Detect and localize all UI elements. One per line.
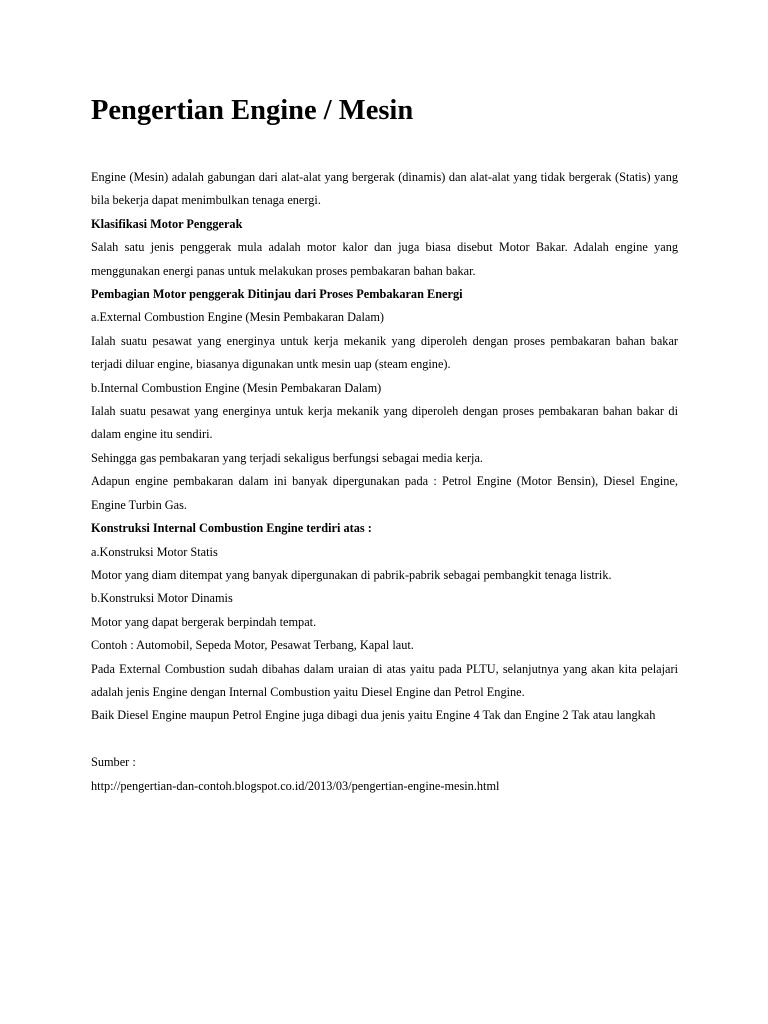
spacer	[91, 728, 678, 751]
paragraph-motor-statis: Motor yang diam ditempat yang banyak dipergunakan di pabrik-pabrik sebagai pembangkit tenaga listrik.	[91, 567, 612, 582]
heading-konstruksi: Konstruksi Internal Combustion Engine terdiri atas :	[91, 521, 372, 536]
paragraph-gas-pembakaran: Sehingga gas pembakaran yang terjadi sekaligus berfungsi sebagai media kerja.	[91, 450, 483, 465]
paragraph-internal-description: Ialah suatu pesawat yang energinya untuk kerja mekanik yang diperoleh dengan proses pembakaran bahan bakar di dalam engine itu sendiri.	[91, 404, 678, 442]
document-title: Pengertian Engine / Mesin	[91, 95, 414, 126]
heading-pembagian: Pembagian Motor penggerak Ditinjau dari Proses Pembakaran Energi	[91, 287, 463, 302]
paragraph-motor-kalor: Salah satu jenis penggerak mula adalah motor kalor dan juga biasa disebut Motor Bakar. Adalah engine yang menggunakan energi panas untuk melakukan proses pembakaran bahan bakar.	[91, 240, 678, 278]
source-url: http://pengertian-dan-contoh.blogspot.co.id/2013/03/pengertian-engine-mesin.html	[91, 778, 500, 793]
paragraph-engine-types: Adapun engine pembakaran dalam ini banyak dipergunakan pada : Petrol Engine (Motor Bensin), Diesel Engine, Engine Turbin Gas.	[91, 474, 678, 512]
paragraph-contoh: Contoh : Automobil, Sepeda Motor, Pesawat Terbang, Kapal laut.	[91, 638, 414, 653]
heading-klasifikasi: Klasifikasi Motor Penggerak	[91, 216, 243, 231]
source-label: Sumber :	[91, 755, 136, 770]
paragraph-pltu: Pada External Combustion sudah dibahas dalam uraian di atas yaitu pada PLTU, selanjutnya yang akan kita pelajari adalah jenis Engine dengan Internal Combustion yaitu Diesel Engine dan Petrol Engine.	[91, 661, 678, 699]
paragraph-motor-dinamis: Motor yang dapat bergerak berpindah tempat.	[91, 614, 317, 629]
item-internal-combustion: b.Internal Combustion Engine (Mesin Pembakaran Dalam)	[91, 380, 382, 395]
item-motor-statis: a.Konstruksi Motor Statis	[91, 544, 218, 559]
item-external-combustion: a.External Combustion Engine (Mesin Pembakaran Dalam)	[91, 310, 384, 325]
paragraph-engine-tak: Baik Diesel Engine maupun Petrol Engine juga dibagi dua jenis yaitu Engine 4 Tak dan Engine 2 Tak atau langkah	[91, 708, 656, 723]
paragraph-engine-definition: Engine (Mesin) adalah gabungan dari alat-alat yang bergerak (dinamis) dan alat-alat yang tidak bergerak (Statis) yang bila bekerja dapat menimbulkan tenaga energi.	[91, 170, 678, 208]
item-motor-dinamis: b.Konstruksi Motor Dinamis	[91, 591, 233, 606]
paragraph-external-description: Ialah suatu pesawat yang energinya untuk kerja mekanik yang diperoleh dengan proses pembakaran bahan bakar terjadi diluar engine, biasanya digunakan untk mesin uap (steam engine).	[91, 333, 678, 372]
document-body	[91, 166, 678, 798]
